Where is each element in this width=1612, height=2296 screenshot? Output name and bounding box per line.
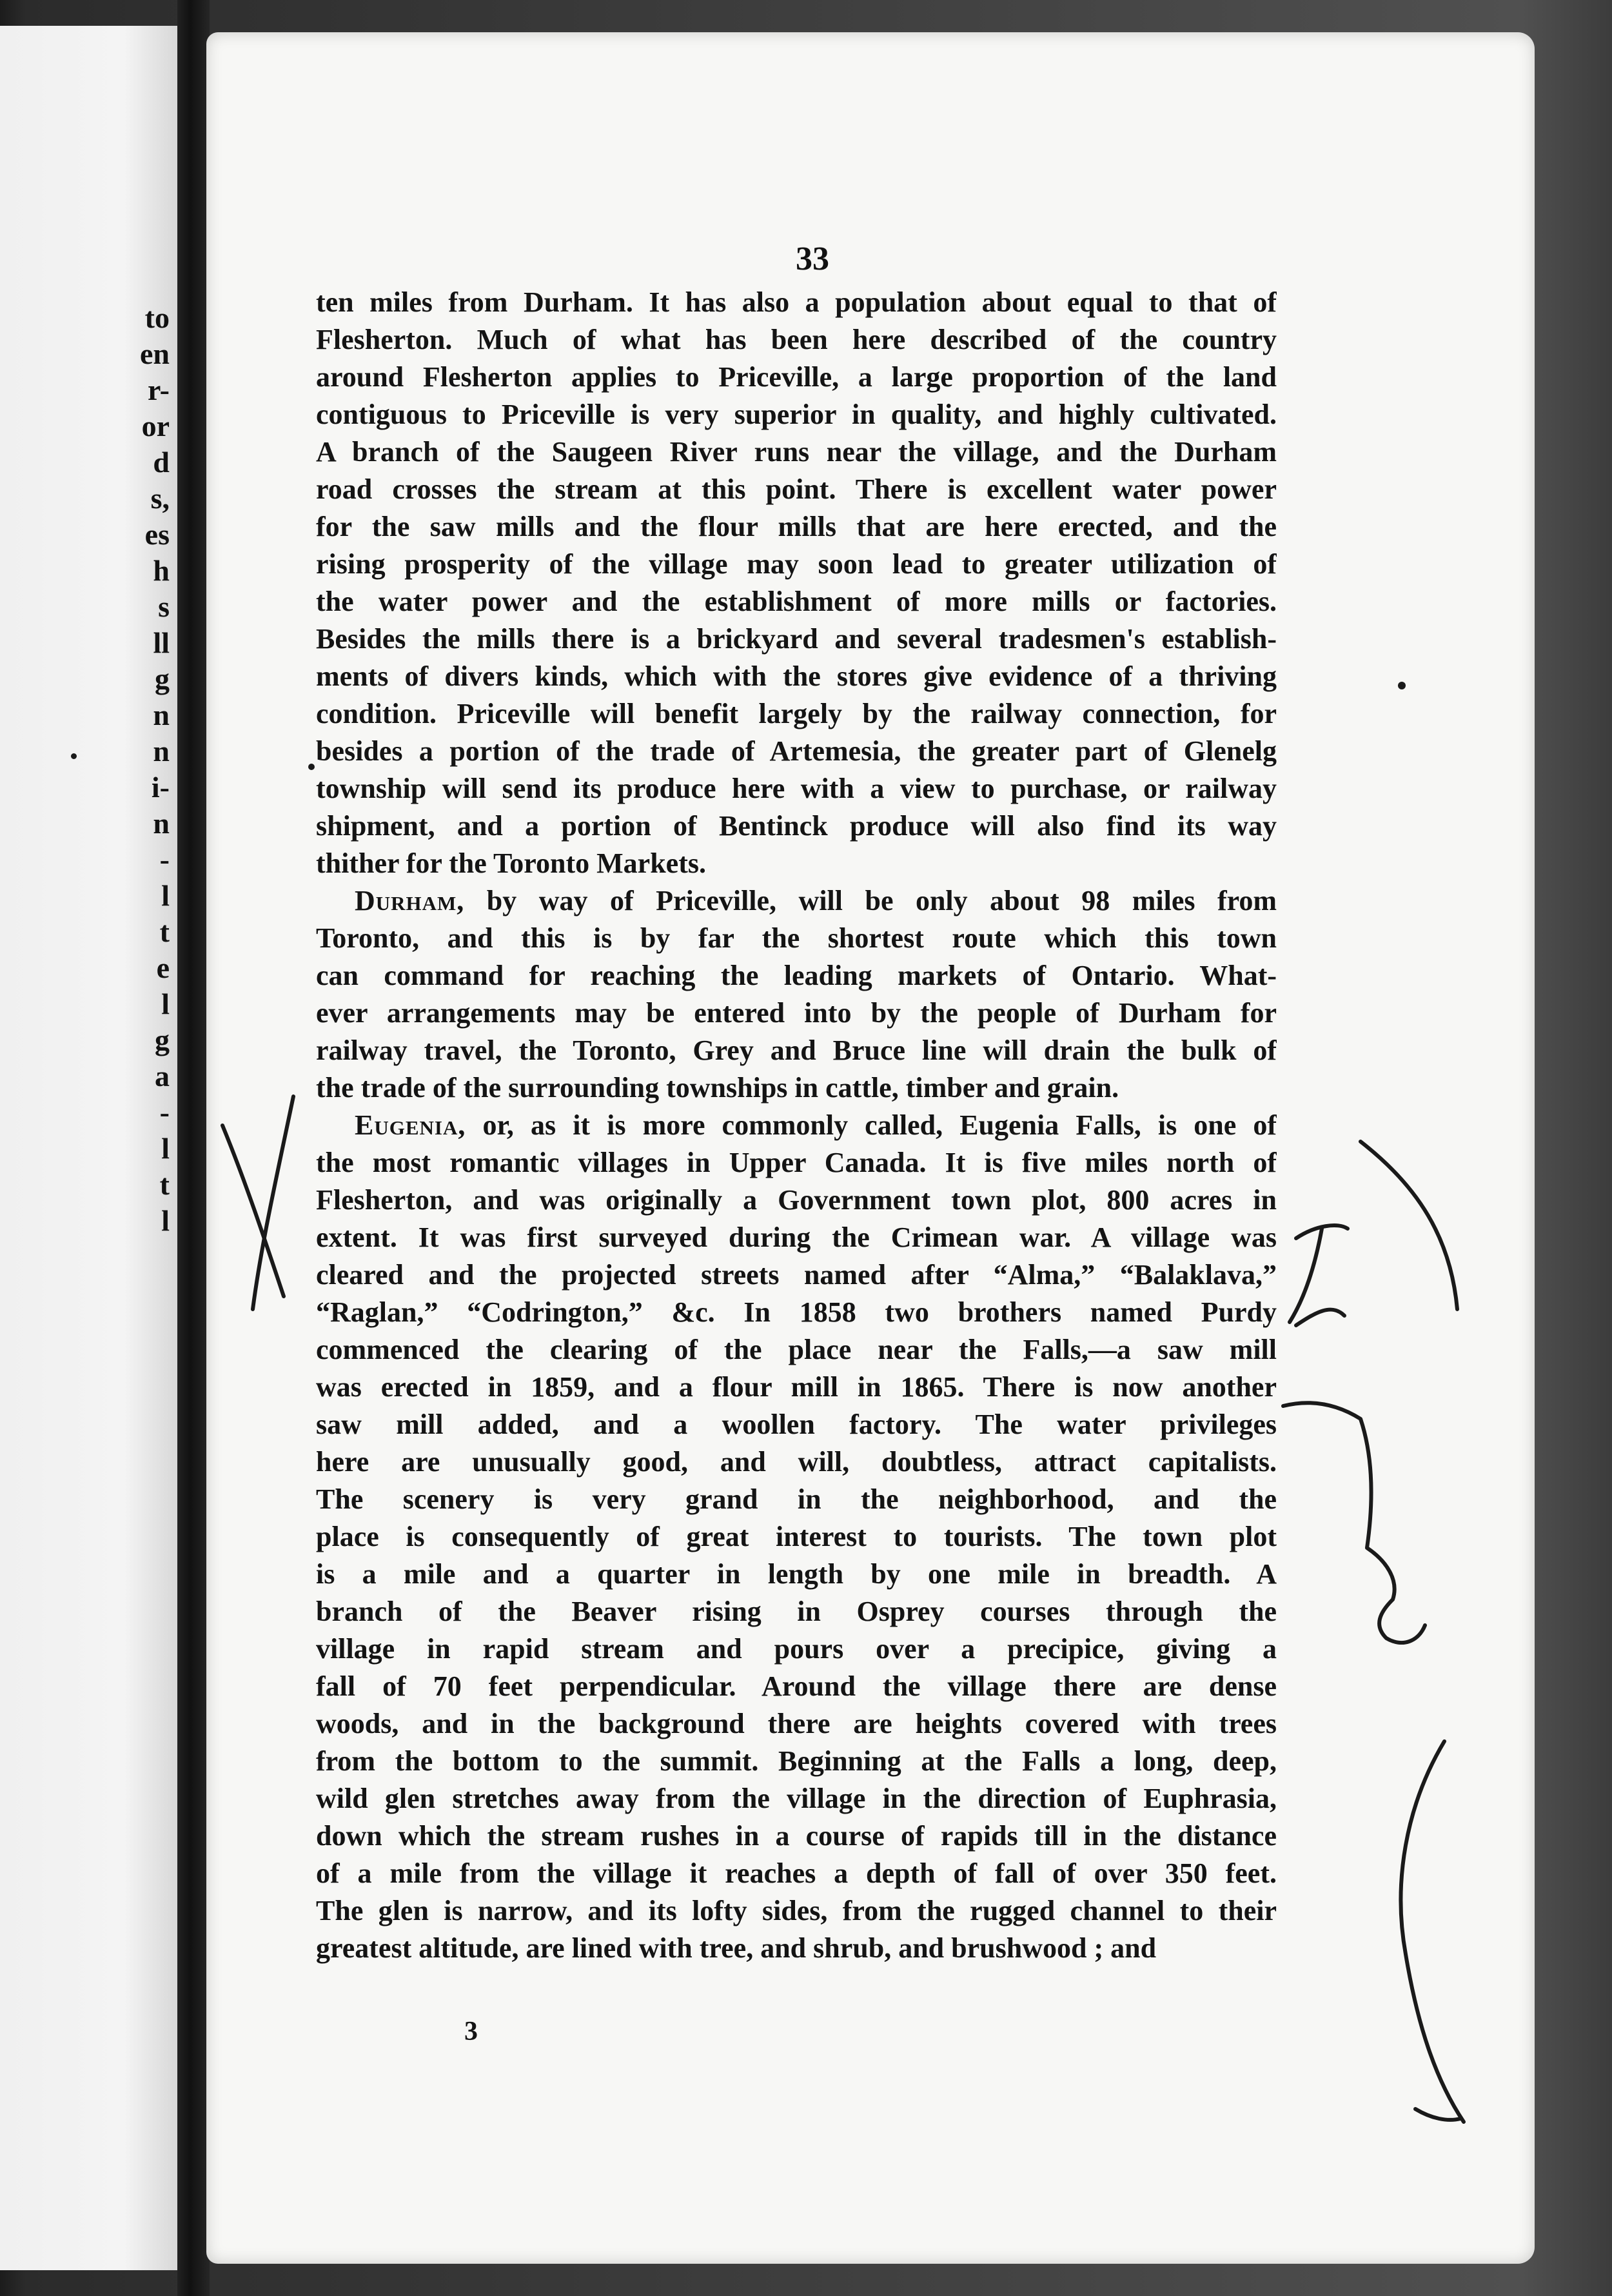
text-line-content: here are unusually good, and will, doubtless, attract capitalists.	[316, 1446, 1277, 1478]
book-gutter	[177, 0, 210, 2296]
left-page-text-fragment: s,	[150, 482, 170, 515]
text-line	[316, 957, 1277, 995]
text-line	[316, 1144, 1277, 1182]
left-page-text-fragment: ll	[153, 626, 170, 659]
text-line	[316, 1518, 1277, 1556]
paragraph-durham	[316, 882, 1277, 1107]
text-line-content: place is consequently of great interest to tourists. The town plot	[316, 1521, 1277, 1552]
text-line	[316, 845, 1277, 882]
text-line-content: railway travel, the Toronto, Grey and Bruce line will drain the bulk of	[316, 1034, 1277, 1066]
text-line	[316, 1256, 1277, 1294]
text-line-content: road crosses the stream at this point. There is excellent water power	[316, 473, 1277, 505]
text-line-content: contiguous to Priceville is very superior in quality, and highly cultivated.	[316, 399, 1277, 430]
text-line	[316, 920, 1277, 957]
text-line	[316, 1182, 1277, 1219]
left-page-text-fragment: l	[161, 1204, 170, 1237]
text-line	[316, 1443, 1277, 1481]
text-line-content: thither for the Toronto Markets.	[316, 847, 706, 879]
text-line-content: can command for reaching the leading markets of Ontario. What-	[316, 960, 1277, 991]
paragraph-lead-word: Durham,	[355, 885, 465, 916]
text-line	[316, 583, 1277, 620]
left-page-text-fragment: e	[156, 951, 170, 984]
text-line	[316, 359, 1277, 396]
left-page-text-fragment: es	[144, 518, 170, 551]
signature-mark: 3	[464, 2017, 478, 2046]
text-line	[316, 471, 1277, 508]
text-line	[316, 882, 1277, 920]
text-line-content: woods, and in the background there are heights covered with trees	[316, 1708, 1277, 1739]
left-page-text-fragment: n	[153, 698, 170, 731]
text-line-content: ten miles from Durham. It has also a population about equal to that of	[316, 286, 1277, 318]
left-page-text-fragment: l	[161, 987, 170, 1020]
text-line	[316, 1219, 1277, 1256]
text-line	[316, 1817, 1277, 1855]
text-line-content: fall of 70 feet perpendicular. Around the village there are dense	[316, 1670, 1277, 1702]
left-page-text-fragment: i-	[151, 771, 170, 804]
text-line-content: or, as it is more commonly called, Eugenia Falls, is one of	[466, 1109, 1277, 1141]
text-line	[316, 1668, 1277, 1705]
text-line-content: wild glen stretches away from the village in the direction of Euphrasia,	[316, 1783, 1277, 1814]
text-line-content: for the saw mills and the flour mills that are here erected, and the	[316, 511, 1277, 542]
text-line-content: “Raglan,” “Codrington,” &c. In 1858 two brothers named Purdy	[316, 1296, 1277, 1328]
text-line	[316, 284, 1277, 321]
text-line	[316, 620, 1277, 658]
left-page-text-fragment: d	[153, 446, 170, 479]
text-line	[316, 1705, 1277, 1743]
text-line-content: extent. It was first surveyed during the Crimean war. A village was	[316, 1222, 1277, 1253]
text-line-content: was erected in 1859, and a flour mill in 1865. There is now another	[316, 1371, 1277, 1403]
text-line	[316, 1069, 1277, 1107]
text-line	[316, 1331, 1277, 1369]
left-page-text-fragment: n	[153, 735, 170, 767]
text-line	[316, 1481, 1277, 1518]
text-line	[316, 695, 1277, 733]
text-line	[316, 807, 1277, 845]
text-line-content: of a mile from the village it reaches a depth of fall of over 350 feet.	[316, 1857, 1277, 1889]
text-line	[316, 1406, 1277, 1443]
text-line-content: condition. Priceville will benefit largely by the railway connection, for	[316, 698, 1277, 729]
text-line-content: the most romantic villages in Upper Canada. It is five miles north of	[316, 1147, 1277, 1178]
text-line-content: besides a portion of the trade of Artemesia, the greater part of Glenelg	[316, 735, 1277, 767]
text-line-content: A branch of the Saugeen River runs near the village, and the Durham	[316, 436, 1277, 468]
text-line-content: saw mill added, and a woollen factory. The water privileges	[316, 1409, 1277, 1440]
text-line	[316, 770, 1277, 807]
text-line	[316, 433, 1277, 471]
paragraph-eugenia	[316, 1107, 1277, 1967]
text-line	[316, 733, 1277, 770]
text-line-content: commenced the clearing of the place near the Falls,—a saw mill	[316, 1334, 1277, 1365]
left-page-text-fragment: r-	[147, 373, 170, 406]
paragraph-lead-word: Eugenia,	[355, 1109, 466, 1141]
ink-dot	[308, 764, 315, 770]
text-line-content: the trade of the surrounding townships in cattle, timber and grain.	[316, 1072, 1119, 1103]
left-page-text-fragment: -	[159, 1096, 170, 1129]
text-line	[316, 508, 1277, 546]
text-line-content: rising prosperity of the village may soon lead to greater utilization of	[316, 548, 1277, 580]
text-line	[316, 1855, 1277, 1892]
left-page-text-fragment: l	[161, 879, 170, 912]
page-body-text	[316, 284, 1277, 1967]
left-page-text-fragment: to	[144, 301, 170, 334]
left-page-text-fragment: l	[161, 1132, 170, 1165]
left-page-text-fragment: a	[155, 1060, 170, 1093]
text-line-content: Besides the mills there is a brickyard and several tradesmen's establish-	[316, 623, 1277, 655]
text-line	[316, 1930, 1277, 1967]
left-page-text-fragment: or	[141, 410, 170, 442]
left-page-text-fragment: g	[155, 1024, 170, 1056]
text-line-content: around Flesherton applies to Priceville, a large proportion of the land	[316, 361, 1277, 393]
left-page-text-fragment: s	[158, 590, 170, 623]
text-line-content: the water power and the establishment of more mills or factories.	[316, 586, 1277, 617]
text-line	[316, 1556, 1277, 1593]
text-line-content: greatest altitude, are lined with tree, and shrub, and brushwood ; and	[316, 1932, 1157, 1964]
text-line	[316, 1892, 1277, 1930]
text-line-content: The scenery is very grand in the neighborhood, and the	[316, 1483, 1277, 1515]
text-line	[316, 546, 1277, 583]
text-line-content: branch of the Beaver rising in Osprey courses through the	[316, 1596, 1277, 1627]
text-line	[316, 1593, 1277, 1630]
left-page-text-fragment: h	[153, 554, 170, 587]
left-facing-page	[0, 26, 177, 2270]
text-line	[316, 1294, 1277, 1331]
text-line-content: is a mile and a quarter in length by one mile in breadth. A	[316, 1558, 1277, 1590]
page-number: 33	[796, 241, 829, 277]
paragraph-priceville	[316, 284, 1277, 882]
ink-dot	[71, 753, 77, 759]
text-line-content: by way of Priceville, will be only about 98 miles from	[464, 885, 1277, 916]
text-line	[316, 1107, 1277, 1144]
text-line-content: down which the stream rushes in a course of rapids till in the distance	[316, 1820, 1277, 1852]
left-page-text-fragment: -	[159, 843, 170, 876]
text-line-content: from the bottom to the summit. Beginning at the Falls a long, deep,	[316, 1745, 1277, 1777]
text-line-content: ever arrangements may be entered into by the people of Durham for	[316, 997, 1277, 1029]
text-line-content: shipment, and a portion of Bentinck produce will also find its way	[316, 810, 1277, 842]
text-line	[316, 1032, 1277, 1069]
left-page-text-fragment: en	[140, 337, 170, 370]
text-line-content: The glen is narrow, and its lofty sides, from the rugged channel to their	[316, 1895, 1277, 1926]
text-line	[316, 396, 1277, 433]
text-line	[316, 1369, 1277, 1406]
text-line-content: township will send its produce here with a view to purchase, or railway	[316, 773, 1277, 804]
left-page-text-fragment: n	[153, 807, 170, 840]
text-line-content: Flesherton, and was originally a Government town plot, 800 acres in	[316, 1184, 1277, 1216]
text-line-content: village in rapid stream and pours over a precipice, giving a	[316, 1633, 1277, 1665]
text-line	[316, 321, 1277, 359]
text-line	[316, 1780, 1277, 1817]
text-line	[316, 1630, 1277, 1668]
text-line-content: Flesherton. Much of what has been here described of the country	[316, 324, 1277, 355]
text-line-content: cleared and the projected streets named after “Alma,” “Balaklava,”	[316, 1259, 1277, 1291]
left-page-text-fragment: t	[159, 1168, 170, 1201]
text-line	[316, 658, 1277, 695]
text-line	[316, 995, 1277, 1032]
text-line	[316, 1743, 1277, 1780]
left-page-text-fragment: t	[159, 915, 170, 948]
left-page-text-fragment: g	[155, 662, 170, 695]
text-line-content: ments of divers kinds, which with the stores give evidence of a thriving	[316, 660, 1277, 692]
text-line-content: Toronto, and this is by far the shortest route which this town	[316, 922, 1277, 954]
ink-dot	[1398, 682, 1406, 689]
